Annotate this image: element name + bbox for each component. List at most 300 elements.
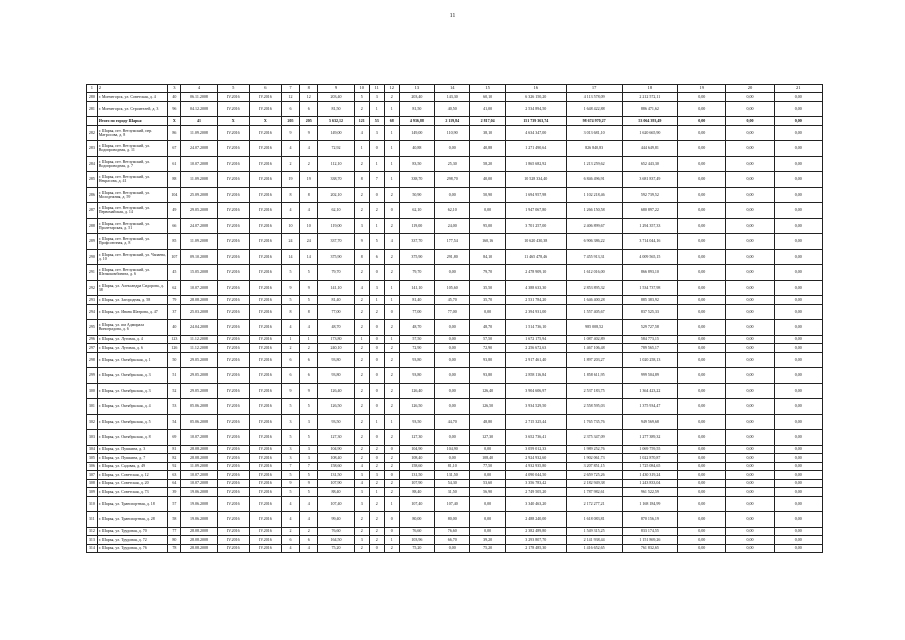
table-cell: IV.2016 — [249, 304, 281, 320]
table-cell: IV.2016 — [249, 156, 281, 172]
table-cell: 81,40 — [318, 296, 354, 305]
table-cell: 789 565,17 — [622, 344, 678, 353]
table-cell: 2 — [369, 527, 384, 536]
table-cell: 761 832,65 — [622, 544, 678, 553]
table-cell: 108,40 — [318, 454, 354, 463]
table-cell: 127,30 — [399, 430, 434, 446]
table-cell: 2 172 277,21 — [566, 496, 622, 512]
table-cell: 75,20 — [399, 544, 434, 553]
table-cell: IV.2016 — [217, 125, 249, 141]
table-cell: 2 853 895,32 — [566, 280, 622, 296]
table-cell: 0,00 — [774, 462, 822, 471]
table-cell: 1 022 870,87 — [622, 454, 678, 463]
table-cell: IV.2016 — [217, 218, 249, 234]
table-cell: 126,40 — [399, 383, 434, 399]
table-cell: 298 — [87, 352, 98, 368]
table-cell: IV.2016 — [249, 203, 281, 219]
table-cell: 8 — [300, 304, 318, 320]
table-cell: 6 906 386,22 — [566, 234, 622, 250]
table-cell: 2 — [354, 344, 369, 353]
table-cell: 302 — [87, 414, 98, 430]
table-row — [87, 101, 823, 117]
table-cell: 1 — [354, 335, 369, 344]
table-cell: 301 — [87, 399, 98, 415]
table-cell: 53 — [369, 117, 384, 126]
table-cell: 85 — [168, 234, 181, 250]
table-cell: 11 465 478,46 — [505, 249, 566, 265]
table-cell: IV.2016 — [217, 187, 249, 203]
table-cell: 0,00 — [774, 471, 822, 480]
table-cell: 1 — [369, 488, 384, 497]
table-cell: 9 — [281, 280, 299, 296]
table-cell: 298,70 — [435, 172, 470, 188]
table-cell: IV.2016 — [217, 544, 249, 553]
table-cell: IV.2016 — [217, 496, 249, 512]
table-cell: 3 — [281, 414, 299, 430]
table-cell: 6 — [300, 536, 318, 545]
table-cell: IV.2016 — [249, 368, 281, 384]
table-cell: 2 715 325,44 — [505, 414, 566, 430]
table-cell: IV.2016 — [249, 125, 281, 141]
table-cell: 7 — [369, 172, 384, 188]
table-cell: 0,00 — [678, 414, 726, 430]
table-cell: 0,00 — [678, 304, 726, 320]
table-cell: 4 — [354, 479, 369, 488]
table-cell: 9 — [281, 383, 299, 399]
table-cell: 3 059 012,33 — [505, 445, 566, 454]
table-row — [87, 527, 823, 536]
table-cell: 45,70 — [435, 296, 470, 305]
table-cell: 309 — [87, 488, 98, 497]
table-cell: 79 — [168, 296, 181, 305]
table-cell: 2 534 894,50 — [505, 101, 566, 117]
table-row — [87, 296, 823, 305]
table-cell: 81,50 — [399, 101, 434, 117]
table-cell: 1 902 061,73 — [566, 454, 622, 463]
table-cell: 81,10 — [435, 462, 470, 471]
table-cell: 0,00 — [470, 304, 505, 320]
table-cell: IV.2016 — [249, 265, 281, 281]
table-cell: 3 — [354, 488, 369, 497]
table-cell: 2 — [369, 462, 384, 471]
table-cell: 25.03.2008 — [181, 304, 217, 320]
table-cell: 0,00 — [678, 512, 726, 528]
table-cell: 0,00 — [774, 265, 822, 281]
table-row — [87, 187, 823, 203]
table-cell: IV.2016 — [249, 454, 281, 463]
table-row — [87, 93, 823, 102]
table-cell: 96 — [168, 101, 181, 117]
table-cell: 886 471,62 — [622, 101, 678, 117]
table-row — [87, 496, 823, 512]
table-cell: 205 — [300, 117, 318, 126]
table-cell: 4 — [300, 320, 318, 336]
table-cell: 1 858 611,95 — [566, 368, 622, 384]
table-cell: 53 — [168, 399, 181, 415]
table-cell: IV.2016 — [217, 249, 249, 265]
table-cell: 68 — [384, 117, 399, 126]
table-cell: 375,90 — [399, 249, 434, 265]
table-cell: 308 — [87, 479, 98, 488]
table-cell: 4 388 633,30 — [505, 280, 566, 296]
address-cell: г. Шарья, пгт. Ветлужский, ул. Некрасова, д. 41 — [97, 172, 168, 188]
table-cell: 158,60 — [399, 462, 434, 471]
table-cell: 1 069 759,55 — [622, 445, 678, 454]
table-cell: 0,00 — [726, 383, 774, 399]
table-cell: 203,40 — [318, 93, 354, 102]
table-cell: 2 — [369, 304, 384, 320]
table-cell: 76,60 — [318, 527, 354, 536]
table-cell: 9 — [300, 479, 318, 488]
table-cell: 121 — [354, 117, 369, 126]
table-cell: 337,70 — [318, 234, 354, 250]
table-cell: 95,00 — [470, 218, 505, 234]
table-cell: 56,90 — [470, 488, 505, 497]
table-cell: 0 — [369, 141, 384, 157]
table-cell: 0,00 — [678, 479, 726, 488]
table-cell: 1 — [300, 335, 318, 344]
table-row — [87, 218, 823, 234]
table-cell: 3 — [300, 454, 318, 463]
table-cell: 311 — [87, 512, 98, 528]
table-cell: 0,00 — [678, 93, 726, 102]
table-cell: 290 — [87, 249, 98, 265]
table-cell: 0,00 — [774, 117, 822, 126]
table-cell: 05.06.2008 — [181, 399, 217, 415]
table-cell: IV.2016 — [249, 471, 281, 480]
table-cell: 7 — [281, 85, 299, 93]
table-cell: 584 773,15 — [622, 335, 678, 344]
address-cell: г. Шарья, ул. Советская, д. 20 — [97, 479, 168, 488]
table-cell: 0,00 — [726, 414, 774, 430]
table-row — [87, 430, 823, 446]
table-cell: 2 — [354, 101, 369, 117]
table-cell: 8 — [300, 187, 318, 203]
table-cell: 1 725 084,65 — [622, 462, 678, 471]
table-cell: IV.2016 — [249, 141, 281, 157]
table-cell: 2 917 461,40 — [505, 352, 566, 368]
table-cell: 3 — [354, 536, 369, 545]
table-cell: 35,70 — [470, 296, 505, 305]
table-cell: 314 — [87, 544, 98, 553]
table-cell: 149,00 — [318, 125, 354, 141]
table-cell: 53,60 — [470, 479, 505, 488]
table-cell: IV.2016 — [249, 479, 281, 488]
table-cell: 126,50 — [399, 399, 434, 415]
table-cell: 8 — [300, 85, 318, 93]
table-cell: IV.2016 — [217, 304, 249, 320]
table-cell: 985 008,52 — [566, 320, 622, 336]
table-cell: 8 — [281, 187, 299, 203]
table-cell: 1 — [384, 156, 399, 172]
table-cell: 949 569,68 — [622, 414, 678, 430]
table-cell: 313 — [87, 536, 98, 545]
table-cell: 833 174,55 — [622, 527, 678, 536]
table-cell: 11.09.2008 — [181, 125, 217, 141]
table-cell: 0,00 — [726, 368, 774, 384]
table-cell: 108,40 — [399, 454, 434, 463]
address-cell: г. Шарья, ул. Октябрьская, д. 3 — [97, 368, 168, 384]
table-cell: 284 — [87, 156, 98, 172]
address-cell: г. Шарья, ул. Луговая, д. 4 — [97, 335, 168, 344]
table-cell: 61 — [168, 156, 181, 172]
table-cell: 19.06.2008 — [181, 512, 217, 528]
table-cell: 4 — [281, 544, 299, 553]
table-cell: 5 — [281, 296, 299, 305]
table-cell: 1 151 869,26 — [622, 536, 678, 545]
table-cell: 3 652 736,41 — [505, 430, 566, 446]
table-cell: 28.08.2008 — [181, 296, 217, 305]
address-cell: г. Шарья, ул. Октябрьская, д. 4 — [97, 399, 168, 415]
table-cell: 48,80 — [470, 414, 505, 430]
table-cell: 338,70 — [399, 172, 434, 188]
table-cell: 126,40 — [318, 383, 354, 399]
table-cell: 2 858 116,84 — [505, 368, 566, 384]
table-cell: 0,00 — [774, 125, 822, 141]
table-row — [87, 536, 823, 545]
table-cell: 81,50 — [318, 101, 354, 117]
table-cell: 0 — [369, 454, 384, 463]
table-cell: 6 — [300, 368, 318, 384]
table-cell: 0,00 — [774, 496, 822, 512]
table-cell: 141,10 — [318, 280, 354, 296]
table-cell: 1 — [384, 296, 399, 305]
table-cell: 7 455 913,31 — [566, 249, 622, 265]
table-cell: 5 — [300, 430, 318, 446]
table-cell: 0,00 — [774, 187, 822, 203]
table-cell: 58,20 — [470, 156, 505, 172]
table-cell: 240,10 — [318, 344, 354, 353]
table-cell: 0 — [369, 187, 384, 203]
table-cell: 04.12.2008 — [181, 101, 217, 117]
table-cell: 0,00 — [435, 141, 470, 157]
table-cell: 2 — [354, 544, 369, 553]
table-cell: 0,00 — [435, 265, 470, 281]
page-number: 11 — [449, 13, 456, 19]
table-cell: 2 — [354, 304, 369, 320]
table-cell: 0,00 — [726, 249, 774, 265]
table-cell: 79,70 — [318, 265, 354, 281]
table-cell: 1 102 218,46 — [566, 187, 622, 203]
table-cell: 4 — [354, 125, 369, 141]
table-cell: 0,00 — [678, 471, 726, 480]
table-cell: 283 — [87, 141, 98, 157]
address-cell: г. Шарья, ул. Пушкина, д. 7 — [97, 454, 168, 463]
table-cell: 0,00 — [726, 187, 774, 203]
table-cell: 141,10 — [399, 280, 434, 296]
table-cell: 62,10 — [318, 203, 354, 219]
table-cell: 0,00 — [678, 117, 726, 126]
table-cell: 1 672 175,94 — [505, 335, 566, 344]
table-cell: 0,00 — [726, 479, 774, 488]
table-cell: 0,00 — [774, 296, 822, 305]
table-cell: 10.07.2008 — [181, 280, 217, 296]
table-cell: 1 266 150,58 — [566, 203, 622, 219]
table-cell: 1 — [384, 172, 399, 188]
table-cell: 24,00 — [435, 218, 470, 234]
table-cell: 25,30 — [435, 156, 470, 172]
table-cell: 0,00 — [678, 430, 726, 446]
table-cell: 375,90 — [318, 249, 354, 265]
table-cell: 2 212 572,11 — [622, 93, 678, 102]
table-cell: 39,20 — [470, 536, 505, 545]
table-cell: 0,00 — [678, 352, 726, 368]
address-cell: Итого по городу Шарья — [97, 117, 168, 126]
table-cell: IV.2016 — [249, 430, 281, 446]
table-cell: 19.06.2008 — [181, 488, 217, 497]
table-cell: IV.2016 — [249, 93, 281, 102]
table-cell: 75,20 — [318, 544, 354, 553]
table-cell: 288 — [87, 218, 98, 234]
table-cell: 1 618 083,81 — [566, 512, 622, 528]
table-cell: 5 — [300, 488, 318, 497]
table-cell: 306 — [87, 462, 98, 471]
table-cell: 53 064 393,49 — [622, 117, 678, 126]
table-cell: 2 — [384, 383, 399, 399]
table-cell: 81,40 — [399, 296, 434, 305]
table-cell: 72,90 — [470, 344, 505, 353]
table-cell: IV.2016 — [217, 430, 249, 446]
table-cell: IV.2016 — [249, 527, 281, 536]
table-cell: 4 — [354, 280, 369, 296]
table-row — [87, 304, 823, 320]
table-cell: 4 — [281, 141, 299, 157]
table-cell: 2 375 347,09 — [566, 430, 622, 446]
table-cell: 28.08.2008 — [181, 544, 217, 553]
table-cell: 300 — [87, 383, 98, 399]
table-cell: 0,00 — [774, 352, 822, 368]
table-cell: 0,00 — [774, 93, 822, 102]
table-cell: 6 — [300, 101, 318, 117]
table-cell: IV.2016 — [217, 488, 249, 497]
table-cell: IV.2016 — [217, 479, 249, 488]
table-cell: 54 — [168, 414, 181, 430]
table-cell: IV.2016 — [249, 496, 281, 512]
table-cell: 0,00 — [726, 172, 774, 188]
table-cell: 0,00 — [470, 512, 505, 528]
address-cell: г. Шарья, пгт. Ветлужский, ул. Пролетарская, д. 51 — [97, 218, 168, 234]
table-cell: 24 — [300, 234, 318, 250]
table-cell: IV.2016 — [217, 414, 249, 430]
table-cell: IV.2016 — [249, 280, 281, 296]
table-cell: 2 182 949,38 — [566, 479, 622, 488]
table-cell: 3 — [354, 218, 369, 234]
table-cell: 0,00 — [774, 320, 822, 336]
table-cell: 10.07.2008 — [181, 471, 217, 480]
table-cell: 0,00 — [774, 488, 822, 497]
table-cell: 2 — [354, 187, 369, 203]
table-cell: IV.2016 — [249, 296, 281, 305]
table-cell: 1 271 490,64 — [505, 141, 566, 157]
table-cell: 0,00 — [678, 218, 726, 234]
table-cell: 131,50 — [399, 471, 434, 480]
address-cell: г. Шарья, ул. Загородная, д. 58 — [97, 296, 168, 305]
table-cell: 88 — [168, 172, 181, 188]
table-cell: 826 840,83 — [566, 141, 622, 157]
address-cell: г. Шарья, ул. Октябрьская, д. 1 — [97, 352, 168, 368]
table-cell: IV.2016 — [249, 462, 281, 471]
table-cell: 107,40 — [399, 496, 434, 512]
table-cell: 0,00 — [726, 344, 774, 353]
table-cell: 0,00 — [726, 471, 774, 480]
table-cell: 63 — [168, 471, 181, 480]
table-cell: 1 375 934,47 — [622, 399, 678, 415]
table-cell: 76,60 — [399, 527, 434, 536]
table-cell: 77,00 — [318, 304, 354, 320]
table-cell: 112,10 — [318, 156, 354, 172]
table-cell: 19.06.2008 — [181, 496, 217, 512]
table-cell: 2 — [300, 527, 318, 536]
table-cell: IV.2016 — [217, 445, 249, 454]
address-cell: г. Шарья, пгт. Ветлужский, ул. Молодежная, д. 59 — [97, 187, 168, 203]
address-cell: г. Шарья, ул. Трудовая, д. 76 — [97, 544, 168, 553]
table-cell: 19 — [678, 85, 726, 93]
table-cell: 60,10 — [470, 93, 505, 102]
table-cell: 78 — [168, 544, 181, 553]
table-cell: 1 294 357,33 — [622, 218, 678, 234]
table-cell: 2 256 672,63 — [505, 344, 566, 353]
table-cell: 4 — [300, 544, 318, 553]
table-cell: 0,00 — [435, 544, 470, 553]
table-cell: 0,00 — [726, 156, 774, 172]
table-cell: 2 558 595,03 — [566, 399, 622, 415]
table-row — [87, 335, 823, 344]
table-cell: 3 — [354, 496, 369, 512]
table-cell: IV.2016 — [217, 536, 249, 545]
table-cell: 5 — [281, 430, 299, 446]
table-cell: 6 — [281, 536, 299, 545]
table-cell: 1 — [384, 141, 399, 157]
table-cell: 104 — [168, 187, 181, 203]
address-cell: г. Шарья, ул. Трудовая, д. 72 — [97, 536, 168, 545]
table-cell: 0,00 — [726, 117, 774, 126]
table-cell: 0,00 — [726, 101, 774, 117]
table-cell: 57,50 — [399, 335, 434, 344]
table-cell: 4 — [281, 512, 299, 528]
table-cell: 885 383,92 — [622, 296, 678, 305]
table-row — [87, 125, 823, 141]
table-cell: 1 787 982,61 — [566, 488, 622, 497]
table-cell: 2 — [369, 536, 384, 545]
table-cell: 2 — [354, 368, 369, 384]
table-cell: 48,70 — [318, 320, 354, 336]
table-cell: 3 — [300, 414, 318, 430]
address-cell: г. Шарья, ул. Транспортная, д. 28 — [97, 512, 168, 528]
table-cell: 93,50 — [399, 414, 434, 430]
table-cell: 123 — [168, 335, 181, 344]
table-cell: 4 — [281, 320, 299, 336]
table-cell: 1 213 259,62 — [566, 156, 622, 172]
table-cell: 0,00 — [726, 304, 774, 320]
table-cell: 2 — [384, 454, 399, 463]
table-cell: 8 — [354, 249, 369, 265]
table-cell: 1 — [384, 280, 399, 296]
table-cell: 14 — [281, 249, 299, 265]
address-cell: г. Шарья, пгт. Ветлужский, ул. Первомайская, д. 14 — [97, 203, 168, 219]
table-cell: 80,00 — [399, 512, 434, 528]
table-cell: 107 — [168, 249, 181, 265]
table-row — [87, 383, 823, 399]
table-cell: 143,30 — [435, 93, 470, 102]
table-cell: 5 — [281, 471, 299, 480]
table-cell: 2 — [354, 383, 369, 399]
table-cell: 31,50 — [435, 488, 470, 497]
table-cell: 3 356 783,42 — [505, 479, 566, 488]
table-row — [87, 156, 823, 172]
table-row — [87, 280, 823, 296]
table-cell: 5 — [300, 471, 318, 480]
table-row — [87, 399, 823, 415]
